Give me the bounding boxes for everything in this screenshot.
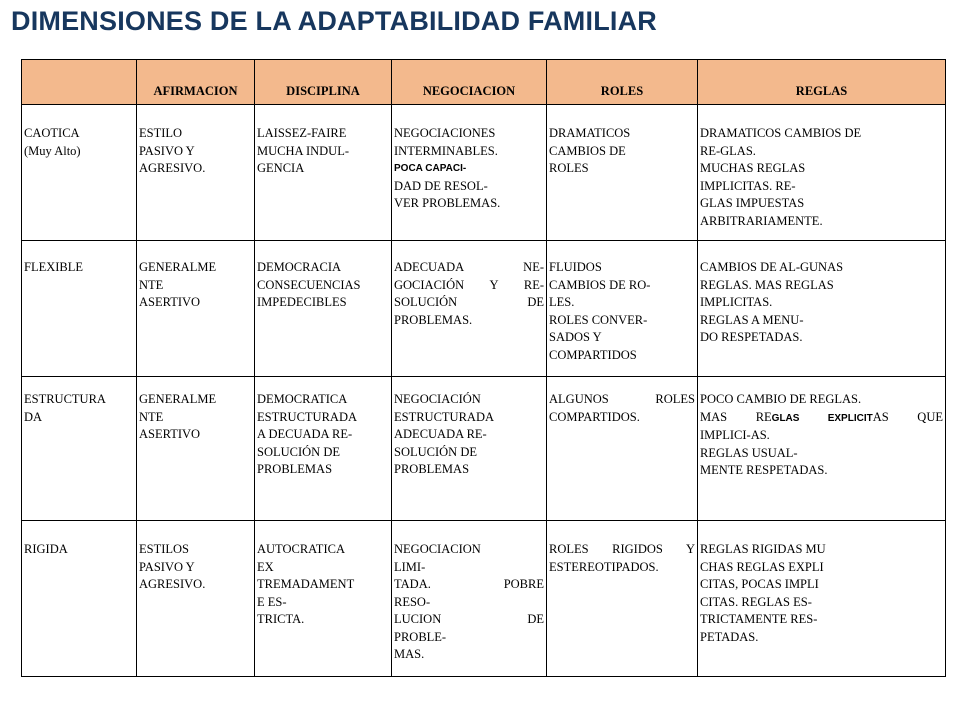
table-row [22, 241, 946, 377]
text-line: ROLES RIGIDOS Y [549, 542, 695, 556]
page-title: DIMENSIONES DE LA ADAPTABILIDAD FAMILIAR [11, 6, 657, 36]
text-line: PROBLEMAS. [394, 312, 473, 327]
header-afirmacion: AFIRMACION [137, 60, 255, 105]
text-line: ADECUADA NE- [394, 260, 544, 274]
text-line: ALGUNOS ROLES [549, 392, 695, 406]
cell-disciplina: AUTOCRATICA EX TREMADAMENT E ES- TRICTA. [257, 542, 355, 626]
text-line: TADA. POBRE [394, 577, 544, 591]
cell-negociacion-part1: NEGOCIACIONES INTERMINABLES. [394, 126, 498, 158]
table-row [22, 105, 946, 241]
row-label: ESTRUCTURA DA [24, 392, 106, 424]
cell-negociacion [394, 259, 544, 329]
cell-reglas: REGLAS RIGIDAS MU CHAS REGLAS EXPLI CITAS, POCAS IMPLI CITAS. REGLAS ES- TRICTAMENTE RES- PETADAS. [700, 542, 826, 644]
cell-negociacion [394, 541, 544, 664]
cell-disciplina: DEMOCRACIA CONSECUENCIAS IMPEDECIBLES [257, 260, 361, 309]
header-empty [22, 60, 137, 105]
text-line: PROBLE- [394, 629, 447, 644]
cell-negociacion-part2: POCA CAPACI- [394, 163, 467, 174]
cell-disciplina: LAISSEZ-FAIRE MUCHA INDUL- GENCIA [257, 126, 350, 175]
table-row [22, 377, 946, 521]
reglas-segment-1: MAS RE [700, 409, 772, 424]
cell-afirmacion: GENERALME NTE ASERTIVO [139, 260, 217, 309]
cell-afirmacion: ESTILOS PASIVO Y AGRESIVO. [139, 542, 206, 591]
header-row [22, 60, 946, 105]
cell-reglas-line1: POCO CAMBIO DE REGLAS. [700, 392, 862, 406]
header-roles: ROLES [547, 60, 698, 105]
row-label: RIGIDA [24, 542, 68, 556]
cell-roles: DRAMATICOS CAMBIOS DE ROLES [549, 126, 631, 175]
reglas-segment-2: GLAS EXPLICIT [771, 412, 873, 424]
text-line: SOLUCIÓN DE [394, 295, 544, 309]
header-reglas: REGLAS [698, 60, 946, 105]
cell-reglas-line3: IMPLICI-AS. REGLAS USUAL- MENTE RESPETADAS. [700, 428, 828, 477]
text-line: GOCIACIÓN Y RE- [394, 277, 544, 292]
cell-negociacion-part3: DAD DE RESOL- VER PROBLEMAS. [394, 178, 501, 210]
cell-reglas: DRAMATICOS CAMBIOS DE RE-GLAS. MUCHAS REGLAS IMPLICITAS. RE- GLAS IMPUESTAS ARBITRARIAMENTE. [700, 126, 862, 228]
cell-afirmacion: ESTILO PASIVO Y AGRESIVO. [139, 126, 206, 175]
text-line: NEGOCIACION [394, 542, 481, 556]
cell-afirmacion: GENERALME NTE ASERTIVO [139, 392, 217, 441]
header-negociacion: NEGOCIACION [392, 60, 547, 105]
text-line: COMPARTIDOS. [549, 409, 640, 424]
reglas-segment-3: AS QUE [872, 409, 943, 424]
cell-reglas-line2 [700, 409, 943, 428]
text-line: ESTEREOTIPADOS. [549, 559, 659, 574]
row-label: CAOTICA (Muy Alto) [24, 126, 81, 158]
cell-roles [549, 391, 695, 426]
cell-disciplina: DEMOCRATICA ESTRUCTURADA A DECUADA RE- SOLUCIÓN DE PROBLEMAS [257, 392, 358, 476]
cell-roles: FLUIDOS CAMBIOS DE RO- LES. ROLES CONVER- SADOS Y COMPARTIDOS [549, 260, 651, 362]
adaptability-table [21, 59, 946, 677]
text-line: RESO- [394, 594, 431, 609]
row-label: FLEXIBLE [24, 260, 84, 274]
cell-reglas: CAMBIOS DE AL-GUNAS REGLAS. MAS REGLAS IMPLICITAS. REGLAS A MENU- DO RESPETADAS. [700, 260, 844, 344]
text-line: MAS. [394, 647, 425, 661]
text-line: LIMI- [394, 559, 426, 574]
cell-roles [549, 541, 695, 576]
cell-negociacion: NEGOCIACIÓN ESTRUCTURADA ADECUADA RE- SOLUCIÓN DE PROBLEMAS [394, 392, 495, 476]
table-row [22, 521, 946, 677]
text-line: LUCION DE [394, 612, 544, 626]
header-disciplina: DISCIPLINA [255, 60, 392, 105]
